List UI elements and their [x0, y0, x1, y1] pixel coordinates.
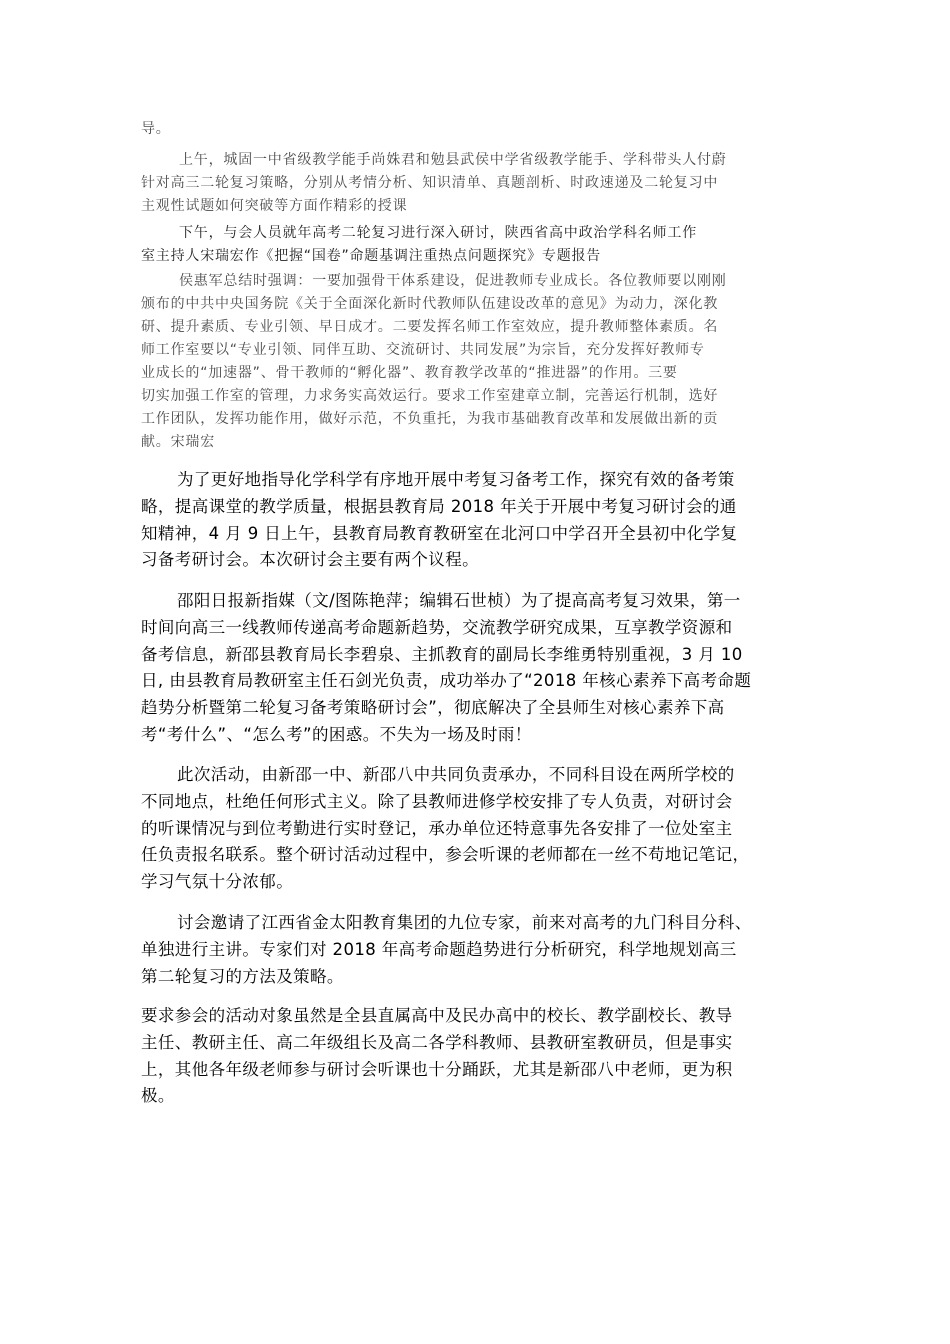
text-line: 业成长的“加速器”、骨干教师的“孵化器”、教育教学改革的“推进器”的作用。三要: [141, 365, 678, 381]
paragraph-experts: [141, 910, 813, 990]
paragraph-activity-organization: [141, 762, 813, 896]
text-line: 针对高三二轮复习策略，分别从考情分析、知识清单、真题剖析、时政速递及二轮复习中: [141, 175, 719, 191]
text-line: 颁布的中共中央国务院《关于全面深化新时代教师队伍建设改革的意见》为动力，深化教: [141, 296, 719, 312]
text-line: 主任、教研主任、高二年级组长及高二各学科教师、县教研室教研员，但是事实: [141, 1032, 733, 1052]
text-line: 下午，与会人员就年高考二轮复习进行深入研讨，陕西省高中政治学科名师工作: [179, 225, 697, 241]
text-line: 习备考研讨会。本次研讨会主要有两个议程。: [141, 550, 479, 570]
text-line: 任负责报名联系。整个研讨活动过程中，参会听课的老师都在一丝不苟地记笔记，: [141, 845, 750, 865]
paragraph-morning-session: [141, 149, 813, 218]
text-line: 导。: [141, 121, 171, 137]
paragraph-summary: [141, 270, 813, 454]
text-line: 知精神，4 月 9 日上午，县教育局教育教研室在北河口中学召开全县初中化学复: [141, 523, 738, 543]
text-line: 主观性试题如何突破等方面作精彩的授课: [141, 198, 408, 214]
text-line: 考“考什么”、“怎么考”的困惑。不失为一场及时雨！: [141, 724, 532, 744]
text-line: 时间向高三一线教师传递高考命题新趋势，交流教学研究成果，互享教学资源和: [141, 617, 733, 637]
text-line: 要求参会的活动对象虽然是全县直属高中及民办高中的校长、教学副校长、教导: [141, 1006, 733, 1025]
text-line: 不同地点，杜绝任何形式主义。除了县教师进修学校安排了专人负责，对研讨会: [141, 791, 733, 811]
text-line: 侯惠军总结时强调：一要加强骨干体系建设，促进教师专业成长。各位教师要以刚刚: [179, 273, 727, 289]
text-line: 邵阳日报新指媒（文/图陈艳萍；编辑石世桢）为了提高高考复习效果，第一: [177, 591, 741, 610]
text-line: 备考信息，新邵县教育局长李碧泉、主抓教育的副局长李维勇特别重视，3 月 10: [141, 644, 743, 664]
text-line: 日, 由县教育局教研室主任石剑光负责，成功举办了“2018 年核心素养下高考命题: [141, 671, 752, 691]
text-line: 讨会邀请了江西省金太阳教育集团的九位专家，前来对高考的九门科目分科、: [177, 913, 752, 932]
text-line: 为了更好地指导化学科学有序地开展中考复习备考工作，探究有效的备考策: [177, 470, 735, 489]
text-line: 献。宋瑞宏: [141, 434, 215, 450]
paragraph-participants: [141, 1003, 813, 1110]
paragraph-shaoyang-daily: [141, 588, 813, 749]
text-line: 学习气氛十分浓郁。: [141, 872, 294, 892]
text-line: 上午，城固一中省级教学能手尚姝君和勉县武侯中学省级教学能手、学科带头人付蔚: [179, 152, 727, 168]
text-line: 工作团队，发挥功能作用，做好示范，不负重托，为我市基础教育改革和发展做出新的贡: [141, 411, 719, 427]
text-line: 室主持人宋瑞宏作《把握“国卷”命题基调注重热点问题探究》专题报告: [141, 248, 602, 264]
text-line: 的听课情况与到位考勤进行实时登记，承办单位还特意事先各安排了一位处室主: [141, 818, 733, 838]
paragraph-chemistry-review: [141, 467, 813, 574]
text-line: 切实加强工作室的管理，力求务实高效运行。要求工作室建章立制，完善运行机制，选好: [141, 388, 719, 404]
paragraph-afternoon-session: [141, 222, 813, 268]
paragraph-continuation: [141, 118, 813, 141]
text-line: 此次活动，由新邵一中、新邵八中共同负责承办，不同科目设在两所学校的: [177, 765, 735, 784]
text-line: 单独进行主讲。专家们对 2018 年高考命题趋势进行分析研究，科学地规划高三: [141, 939, 737, 959]
text-line: 第二轮复习的方法及策略。: [141, 966, 344, 986]
text-line: 趋势分析暨第二轮复习备考策略研讨会”，彻底解决了全县师生对核心素养下高: [141, 698, 725, 718]
text-line: 极。: [141, 1086, 175, 1106]
text-line: 研、提升素质、专业引领、早日成才。二要发挥名师工作室效应，提升教师整体素质。名: [141, 319, 719, 335]
text-line: 师工作室要以“专业引领、同伴互助、交流研讨、共同发展”为宗旨，充分发挥好教师专: [141, 342, 705, 358]
text-line: 上，其他各年级老师参与研讨会听课也十分踊跃，尤其是新邵八中老师，更为积: [141, 1059, 733, 1079]
text-line: 略，提高课堂的教学质量，根据县教育局 2018 年关于开展中考复习研讨会的通: [141, 496, 737, 516]
